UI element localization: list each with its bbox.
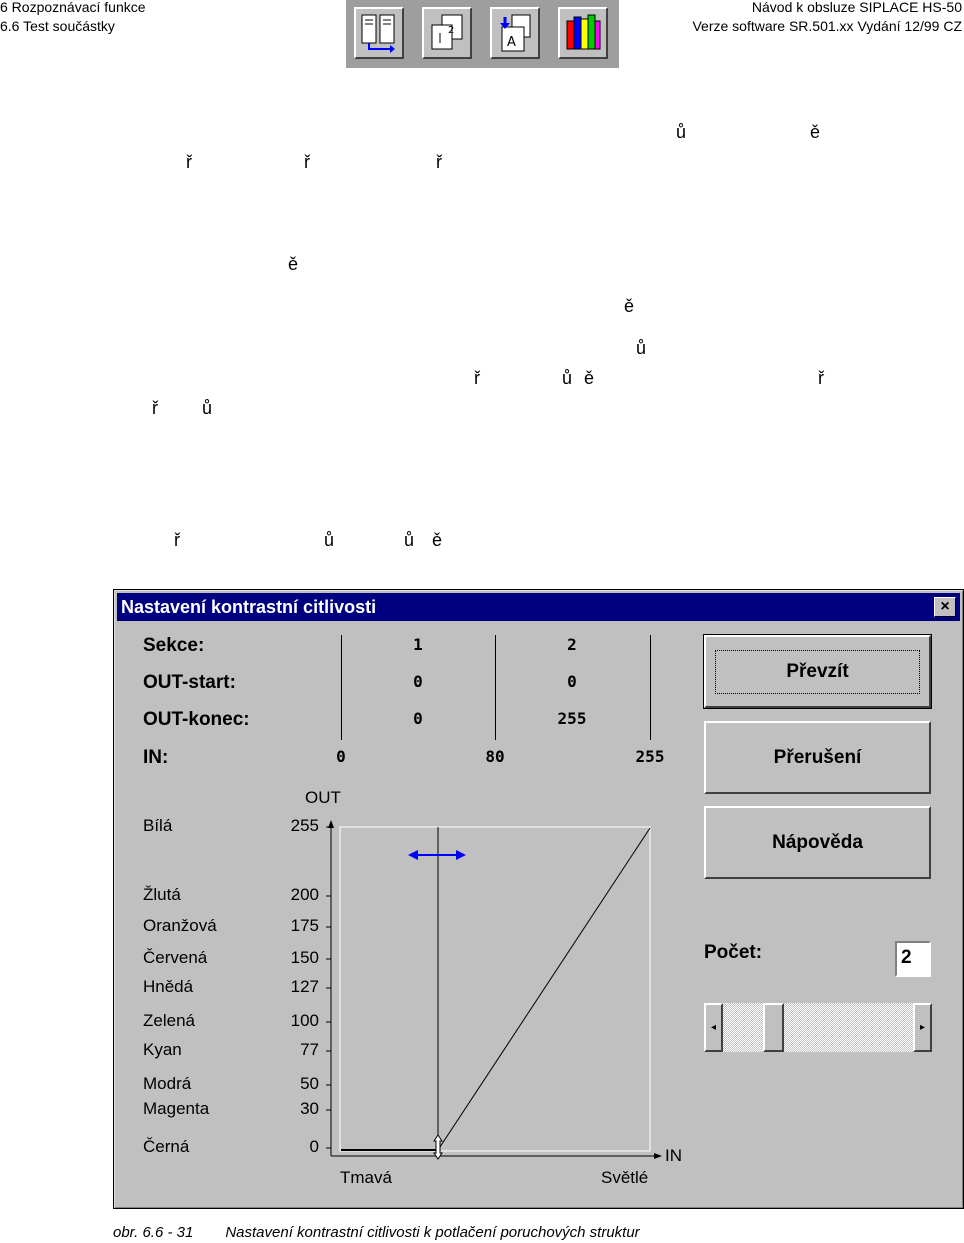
page-number-icon[interactable] [422, 7, 472, 59]
count-field[interactable]: 2 [895, 941, 931, 977]
out-axis-label: OUT [305, 788, 341, 807]
section-1-out-konec: 0 [413, 709, 423, 728]
section-1-out-start: 0 [413, 672, 423, 691]
version-info: Verze software SR.501.xx Vydání 12/99 CZ [692, 18, 962, 34]
text-fragment: ř [186, 152, 192, 172]
graph-plot-area [340, 827, 650, 1151]
in-value-mid: 80 [485, 747, 505, 766]
close-button[interactable]: × [934, 597, 956, 617]
text-fragment: ě [624, 296, 635, 316]
text-fragment: ř [474, 368, 480, 388]
font-replace-icon[interactable] [490, 7, 540, 59]
level-value: 127 [290, 977, 319, 996]
in-value-start: 0 [336, 747, 346, 766]
figure-caption [113, 1224, 672, 1241]
in-axis-label: IN [665, 1146, 682, 1165]
color-label: Hnědá [143, 977, 194, 996]
text-fragment: ř [304, 152, 310, 172]
level-value: 30 [300, 1099, 319, 1118]
section-title: 6.6 Test součástky [0, 18, 115, 34]
section-2-number: 2 [567, 635, 577, 654]
accept-button[interactable] [704, 635, 931, 708]
scrollbar-track[interactable] [723, 1003, 913, 1052]
text-fragment: ř [818, 368, 824, 388]
help-button[interactable]: Nápověda [704, 806, 931, 879]
text-fragment: ě [584, 368, 595, 388]
color-label: Černá [143, 1137, 190, 1156]
chapter-title: 6 Rozpoznávací funkce [0, 0, 146, 15]
section-1-number: 1 [413, 635, 423, 654]
toolbar [346, 0, 619, 68]
text-fragment: ř [174, 530, 180, 550]
text-fragment: ě [810, 122, 821, 142]
in-axis-arrow [654, 1153, 662, 1159]
level-value: 175 [290, 916, 319, 935]
level-value: 200 [290, 885, 319, 904]
text-fragment: ě [432, 530, 443, 550]
level-value: 255 [290, 816, 319, 835]
manual-title: Návod k obsluze SIPLACE HS-50 [751, 0, 962, 15]
contrast-dialog [113, 589, 964, 1209]
color-label: Žlutá [143, 885, 181, 904]
scrollbar-thumb[interactable] [763, 1003, 784, 1052]
text-fragment: ů [404, 530, 415, 550]
section-2-out-start: 0 [567, 672, 577, 691]
text-fragment: ů [676, 122, 687, 142]
scroll-left-button[interactable]: ◂ [704, 1003, 723, 1052]
out-axis-ticks [326, 827, 331, 1148]
figure-number: obr. 6.6 - 31 [113, 1224, 194, 1241]
text-fragment: ř [436, 152, 442, 172]
accept-button-label: Převzít [715, 650, 919, 694]
svg-text:2: 2 [448, 25, 455, 36]
color-label: Modrá [143, 1074, 192, 1093]
light-label: Světlé [601, 1168, 649, 1187]
color-label: Bílá [143, 816, 173, 835]
document-layout-icon[interactable] [354, 7, 404, 59]
cancel-button[interactable]: Přerušení [704, 721, 931, 794]
color-label: Magenta [143, 1099, 210, 1118]
count-scrollbar[interactable] [704, 1003, 932, 1052]
color-label: Oranžová [143, 916, 217, 935]
books-icon[interactable] [558, 7, 608, 59]
text-fragment: ě [288, 254, 299, 274]
scroll-right-button[interactable]: ▸ [913, 1003, 932, 1052]
header-right [692, 0, 962, 36]
level-value: 100 [290, 1011, 319, 1030]
section-2-out-konec: 255 [557, 709, 587, 728]
in-value-end: 255 [635, 747, 665, 766]
color-label: Kyan [143, 1040, 182, 1059]
level-value: 150 [290, 948, 319, 967]
dialog-title: Nastavení kontrastní citlivosti [121, 597, 377, 617]
text-fragment: ů [202, 398, 213, 418]
color-label: Červená [143, 948, 208, 967]
dark-label: Tmavá [340, 1168, 392, 1187]
sekce-label: Sekce: [143, 635, 205, 656]
level-value: 50 [300, 1074, 319, 1093]
text-fragment: ř [152, 398, 158, 418]
svg-text:A: A [507, 35, 516, 50]
in-label: IN: [143, 747, 169, 768]
text-fragment: ů [562, 368, 573, 388]
level-value: 77 [300, 1040, 319, 1059]
header-left [0, 0, 146, 36]
count-label: Počet: [704, 942, 763, 963]
out-konec-label: OUT-konec: [143, 709, 250, 730]
out-start-label: OUT-start: [143, 672, 236, 693]
color-label: Zelená [143, 1011, 195, 1030]
text-fragment: ů [324, 530, 335, 550]
figure-text: Nastavení kontrastní citlivosti k potlačení poruchových struktur [225, 1224, 640, 1241]
level-value: 0 [309, 1137, 319, 1156]
text-fragment: ů [636, 338, 647, 358]
